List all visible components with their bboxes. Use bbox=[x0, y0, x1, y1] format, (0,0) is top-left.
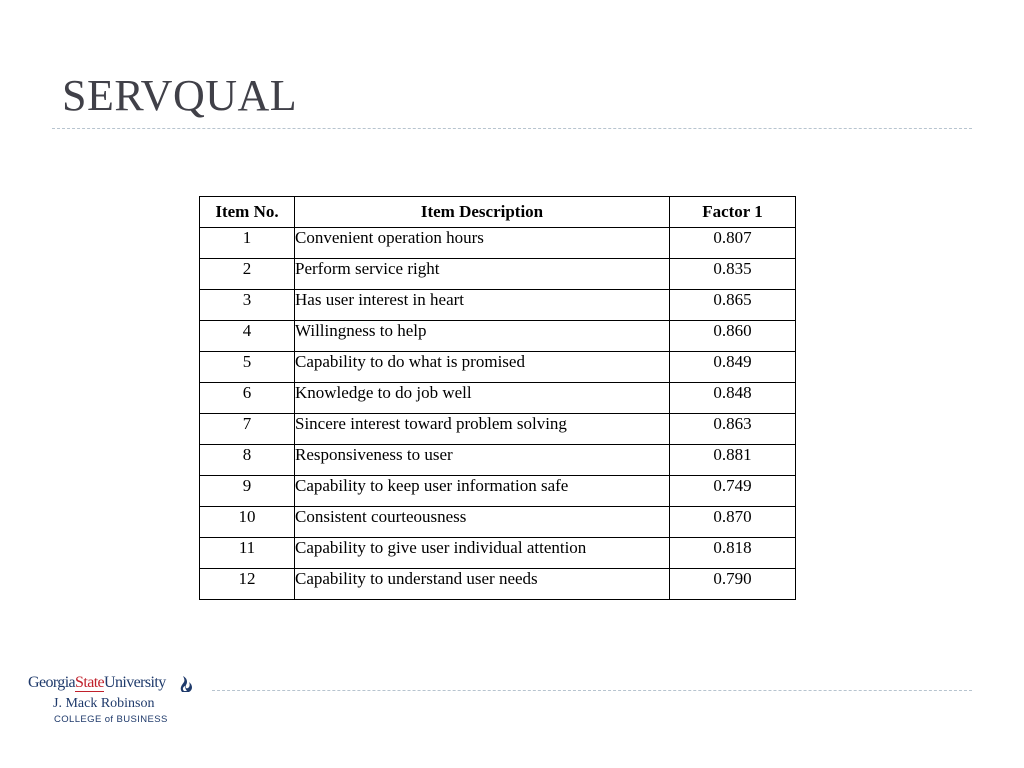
cell-factor-1: 0.849 bbox=[670, 352, 796, 383]
cell-factor-1: 0.818 bbox=[670, 538, 796, 569]
slide-title: SERVQUAL bbox=[62, 71, 298, 120]
cell-item-no: 8 bbox=[200, 445, 295, 476]
table-row bbox=[200, 383, 796, 414]
cell-item-description: Perform service right bbox=[295, 259, 670, 290]
logo-name-part-2: State bbox=[75, 674, 105, 691]
cell-item-description: Capability to give user individual attention bbox=[295, 538, 670, 569]
cell-item-no: 11 bbox=[200, 538, 295, 569]
cell-item-description: Has user interest in heart bbox=[295, 290, 670, 321]
cell-item-no: 2 bbox=[200, 259, 295, 290]
cell-factor-1: 0.807 bbox=[670, 228, 796, 259]
header-item-no: Item No. bbox=[200, 197, 295, 228]
table-row bbox=[200, 476, 796, 507]
header-factor-1: Factor 1 bbox=[670, 197, 796, 228]
cell-factor-1: 0.870 bbox=[670, 507, 796, 538]
table-row bbox=[200, 352, 796, 383]
cell-item-no: 9 bbox=[200, 476, 295, 507]
cell-item-description: Convenient operation hours bbox=[295, 228, 670, 259]
cell-item-no: 7 bbox=[200, 414, 295, 445]
table-row bbox=[200, 507, 796, 538]
logo-school-name: J. Mack Robinson bbox=[53, 696, 155, 711]
cell-item-description: Sincere interest toward problem solving bbox=[295, 414, 670, 445]
table-row bbox=[200, 569, 796, 600]
cell-factor-1: 0.863 bbox=[670, 414, 796, 445]
table-row bbox=[200, 538, 796, 569]
cell-item-no: 4 bbox=[200, 321, 295, 352]
logo-university-name bbox=[28, 674, 166, 692]
table-row bbox=[200, 321, 796, 352]
cell-factor-1: 0.865 bbox=[670, 290, 796, 321]
cell-item-no: 5 bbox=[200, 352, 295, 383]
table-row bbox=[200, 259, 796, 290]
cell-item-no: 1 bbox=[200, 228, 295, 259]
logo-name-part-3: University bbox=[104, 674, 166, 691]
logo-college-name: COLLEGE of BUSINESS bbox=[54, 714, 168, 725]
table-row bbox=[200, 290, 796, 321]
table-body bbox=[200, 228, 796, 600]
flame-icon bbox=[178, 675, 194, 693]
cell-item-description: Capability to do what is promised bbox=[295, 352, 670, 383]
servqual-table bbox=[199, 196, 796, 600]
cell-item-no: 6 bbox=[200, 383, 295, 414]
cell-factor-1: 0.835 bbox=[670, 259, 796, 290]
cell-factor-1: 0.749 bbox=[670, 476, 796, 507]
title-divider bbox=[52, 128, 972, 129]
cell-item-no: 12 bbox=[200, 569, 295, 600]
footer-divider bbox=[212, 690, 972, 691]
cell-factor-1: 0.848 bbox=[670, 383, 796, 414]
table-header-row bbox=[200, 197, 796, 228]
cell-factor-1: 0.790 bbox=[670, 569, 796, 600]
cell-item-description: Consistent courteousness bbox=[295, 507, 670, 538]
cell-item-description: Knowledge to do job well bbox=[295, 383, 670, 414]
table-row bbox=[200, 445, 796, 476]
cell-item-description: Willingness to help bbox=[295, 321, 670, 352]
cell-item-description: Capability to understand user needs bbox=[295, 569, 670, 600]
cell-item-no: 3 bbox=[200, 290, 295, 321]
cell-item-no: 10 bbox=[200, 507, 295, 538]
logo-name-part-1: Georgia bbox=[28, 674, 76, 691]
table-row bbox=[200, 414, 796, 445]
cell-item-description: Responsiveness to user bbox=[295, 445, 670, 476]
cell-factor-1: 0.881 bbox=[670, 445, 796, 476]
cell-factor-1: 0.860 bbox=[670, 321, 796, 352]
cell-item-description: Capability to keep user information safe bbox=[295, 476, 670, 507]
table-row bbox=[200, 228, 796, 259]
gsu-logo bbox=[28, 674, 218, 734]
header-item-description: Item Description bbox=[295, 197, 670, 228]
